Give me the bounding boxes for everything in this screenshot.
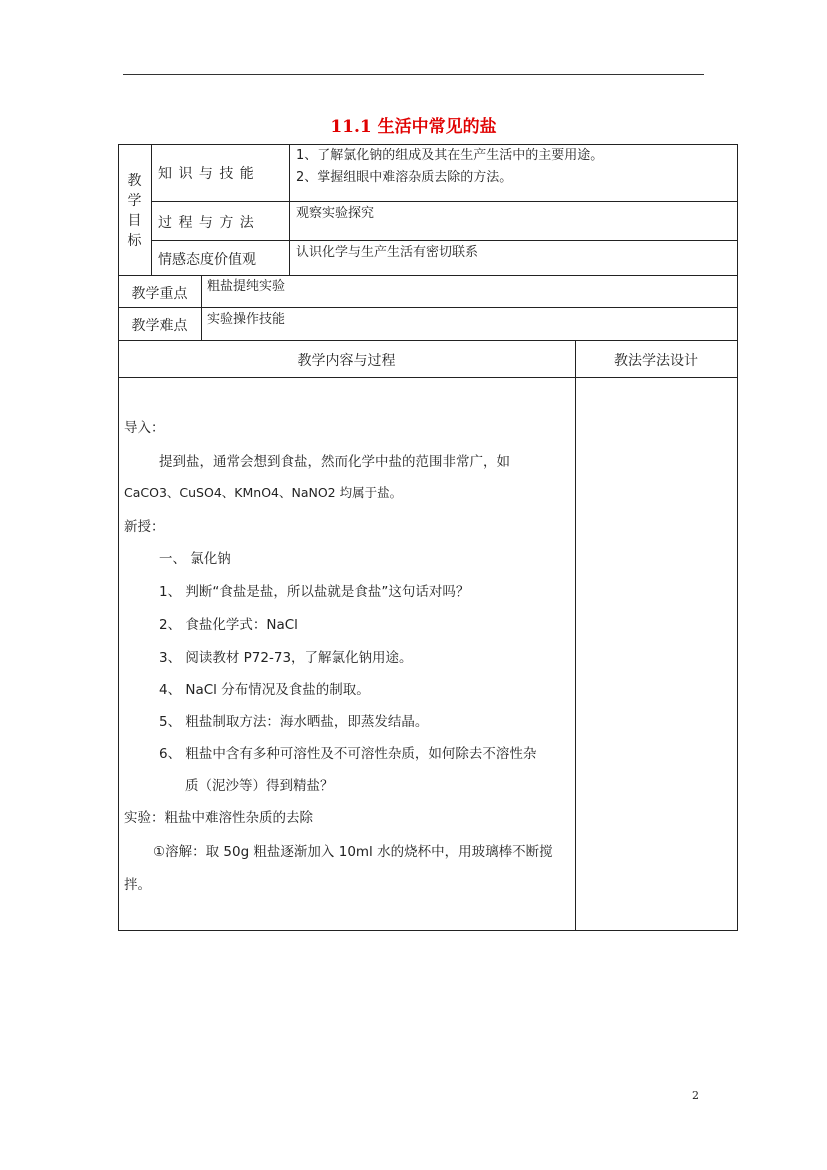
intro-line-2: CaCO3、CuSO4、KMnO4、NaNO2 均属于盐。 bbox=[124, 485, 403, 500]
difficulty-value: 实验操作技能 bbox=[207, 312, 286, 327]
list-item: 5、 粗盐制取方法：海水晒盐，即蒸发结晶。 bbox=[159, 714, 429, 730]
intro-line-1: 提到盐，通常会想到食盐，然而化学中盐的范围非常广，如 bbox=[159, 454, 510, 470]
page-title: 11.1 生活中常见的盐 bbox=[330, 117, 497, 137]
new-label: 新授： bbox=[124, 519, 165, 535]
list-item: 4、 NaCl 分布情况及食盐的制取。 bbox=[159, 682, 370, 698]
key-point-label: 教学重点 bbox=[131, 286, 188, 302]
experiment-heading: 实验：粗盐中难溶性杂质的去除 bbox=[124, 810, 313, 826]
list-item: 2、 食盐化学式：NaCl bbox=[159, 617, 298, 633]
column-header-method: 教法学法设计 bbox=[614, 353, 698, 369]
column-header-content: 教学内容与过程 bbox=[297, 353, 396, 369]
list-item-continuation: 质（泥沙等）得到精盐？ bbox=[185, 778, 334, 794]
goal-value-knowledge-2: 2、掌握组眼中难溶杂质去除的方法。 bbox=[296, 170, 513, 185]
step-1-line-2: 拌。 bbox=[124, 877, 151, 893]
page-number: 2 bbox=[692, 1089, 699, 1102]
goal-value-process: 观察实验探究 bbox=[296, 206, 375, 221]
list-item: 6、 粗盐中含有多种可溶性及不可溶性杂质，如何除去不溶性杂 bbox=[159, 746, 537, 762]
goals-side-label: 教 学 目 标 bbox=[127, 172, 142, 249]
difficulty-label: 教学难点 bbox=[131, 318, 188, 334]
step-1-line-1: ①溶解：取 50g 粗盐逐渐加入 10ml 水的烧杯中，用玻璃棒不断搅 bbox=[153, 844, 553, 860]
goal-label-attitude: 情感态度价值观 bbox=[158, 252, 256, 268]
section-heading: 一、 氯化钠 bbox=[159, 551, 231, 567]
intro-label: 导入： bbox=[124, 420, 165, 436]
header-rule bbox=[123, 74, 704, 75]
key-point-value: 粗盐提纯实验 bbox=[207, 279, 286, 294]
list-item: 3、 阅读教材 P72-73，了解氯化钠用途。 bbox=[159, 650, 413, 666]
goal-label-knowledge: 知 识 与 技 能 bbox=[158, 166, 255, 182]
goal-value-attitude: 认识化学与生产生活有密切联系 bbox=[296, 245, 479, 260]
goal-value-knowledge-1: 1、了解氯化钠的组成及其在生产生活中的主要用途。 bbox=[296, 148, 604, 163]
goal-label-process: 过 程 与 方 法 bbox=[158, 215, 255, 231]
list-item: 1、 判断“食盐是盐，所以盐就是食盐”这句话对吗？ bbox=[159, 584, 470, 600]
